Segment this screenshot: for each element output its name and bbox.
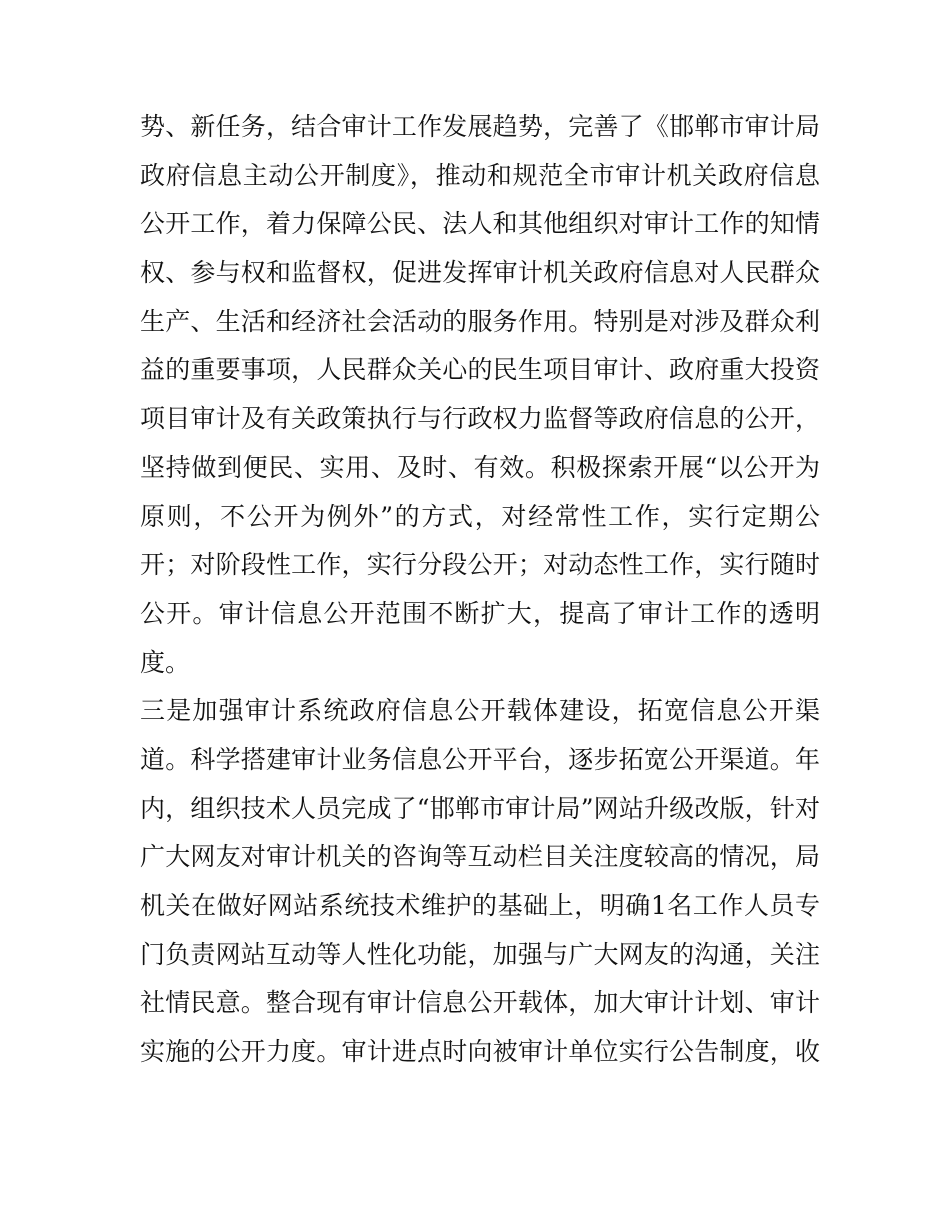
text-line: 权、参与权和监督权，促进发挥审计机关政府信息对人民群众 [140, 258, 820, 288]
text-line: 原则，不公开为例外”的方式，对经常性工作，实行定期公 [140, 501, 820, 531]
text-line: 生产、生活和经济社会活动的服务作用。特别是对涉及群众利 [140, 306, 820, 336]
text-line: 势、新任务，结合审计工作发展趋势，完善了《邯郸市审计局 [140, 112, 820, 141]
text-line: 三是加强审计系统政府信息公开载体建设，拓宽信息公开渠 [140, 696, 820, 726]
text-line: 门负责网站互动等人性化功能，加强与广大网友的沟通，关注 [140, 939, 820, 969]
text-line: 项目审计及有关政策执行与行政权力监督等政府信息的公开， [140, 404, 820, 434]
text-line: 益的重要事项，人民群众关心的民生项目审计、政府重大投资 [140, 355, 820, 385]
text-line: 度。 [140, 647, 191, 677]
text-line: 开；对阶段性工作，实行分段公开；对动态性工作，实行随时 [140, 550, 820, 580]
document-body-text [140, 103, 820, 1077]
text-line: 广大网友对审计机关的咨询等互动栏目关注度较高的情况，局 [140, 842, 820, 872]
text-line: 内，组织技术人员完成了“邯郸市审计局”网站升级改版，针对 [140, 793, 820, 823]
text-line: 坚持做到便民、实用、及时、有效。积极探索开展“以公开为 [140, 452, 820, 482]
text-line: 政府信息主动公开制度》，推动和规范全市审计机关政府信息 [140, 160, 820, 190]
text-line: 道。科学搭建审计业务信息公开平台，逐步拓宽公开渠道。年 [140, 744, 820, 774]
text-line: 公开工作，着力保障公民、法人和其他组织对审计工作的知情 [140, 209, 820, 239]
text-line: 公开。审计信息公开范围不断扩大，提高了审计工作的透明 [140, 598, 820, 628]
text-line: 实施的公开力度。审计进点时向被审计单位实行公告制度，收 [140, 1037, 820, 1067]
text-line: 社情民意。整合现有审计信息公开载体，加大审计计划、审计 [140, 988, 820, 1018]
text-line: 机关在做好网站系统技术维护的基础上，明确1名工作人员专 [140, 891, 820, 920]
